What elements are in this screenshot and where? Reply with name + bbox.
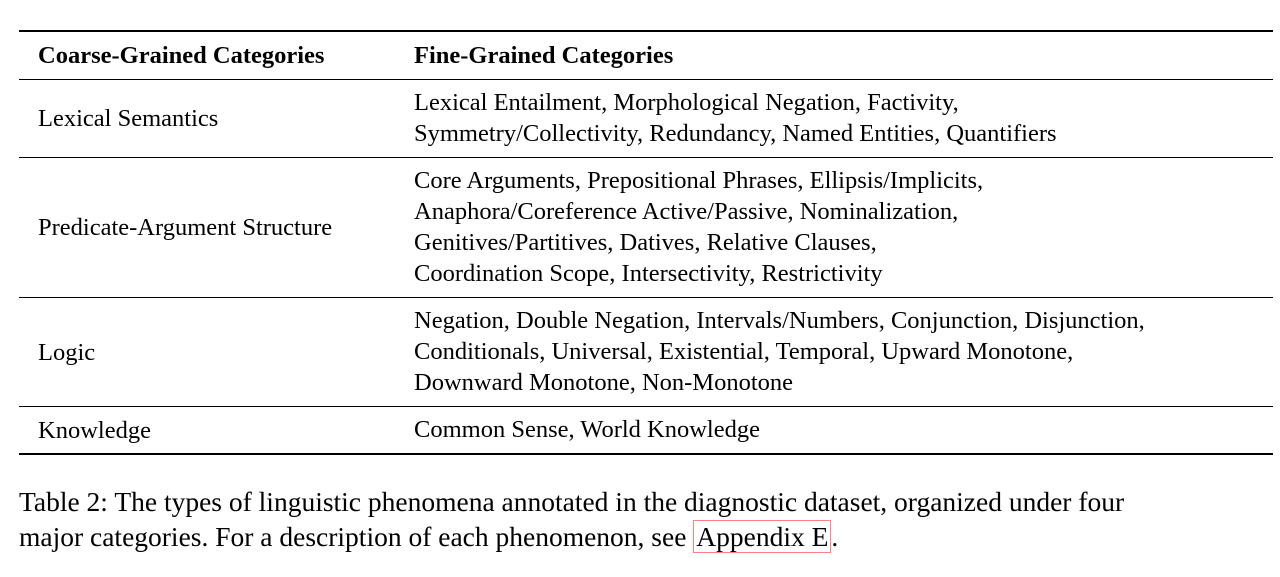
fine-line: Anaphora/Coreference Active/Passive, Nominalization, bbox=[414, 198, 959, 225]
fine-categories bbox=[395, 298, 1273, 407]
phenomena-table bbox=[19, 30, 1273, 455]
coarse-category: Logic bbox=[38, 338, 96, 366]
table-row bbox=[19, 158, 1273, 298]
table-row bbox=[19, 80, 1273, 158]
fine-line: Symmetry/Collectivity, Redundancy, Named Entities, Quantifiers bbox=[414, 120, 1057, 147]
fine-line: Conditionals, Universal, Existential, Temporal, Upward Monotone, bbox=[414, 338, 1074, 365]
fine-categories bbox=[395, 158, 1273, 298]
fine-line: Core Arguments, Prepositional Phrases, Ellipsis/Implicits, bbox=[414, 167, 984, 194]
caption-text: major categories. For a description of each phenomenon, see bbox=[19, 521, 694, 552]
header-coarse: Coarse-Grained Categories bbox=[38, 42, 325, 69]
fine-line: Negation, Double Negation, Intervals/Numbers, Conjunction, Disjunction, bbox=[414, 307, 1145, 334]
table-header-row bbox=[19, 31, 1273, 80]
fine-line: Coordination Scope, Intersectivity, Restrictivity bbox=[414, 260, 883, 287]
coarse-category: Lexical Semantics bbox=[38, 105, 219, 132]
table-row bbox=[19, 298, 1273, 407]
coarse-category: Knowledge bbox=[38, 416, 151, 444]
fine-categories bbox=[395, 80, 1273, 158]
caption-line-1: Table 2: The types of linguistic phenomena annotated in the diagnostic dataset, organized under four bbox=[19, 486, 1125, 517]
table-row bbox=[19, 407, 1273, 455]
header-fine: Fine-Grained Categories bbox=[414, 42, 674, 69]
fine-line: Lexical Entailment, Morphological Negation, Factivity, bbox=[414, 89, 959, 116]
fine-line: Downward Monotone, Non-Monotone bbox=[414, 369, 794, 396]
caption-period: . bbox=[831, 521, 839, 552]
appendix-e-link[interactable]: Appendix E bbox=[693, 520, 831, 553]
table-caption bbox=[19, 484, 1269, 554]
fine-line: Genitives/Partitives, Datives, Relative Clauses, bbox=[414, 229, 877, 256]
fine-categories bbox=[395, 407, 1273, 455]
coarse-category: Predicate-Argument Structure bbox=[38, 214, 333, 241]
fine-line: Common Sense, World Knowledge bbox=[414, 416, 760, 443]
caption-line-2 bbox=[19, 519, 1269, 554]
phenomena-table-container bbox=[19, 30, 1273, 455]
